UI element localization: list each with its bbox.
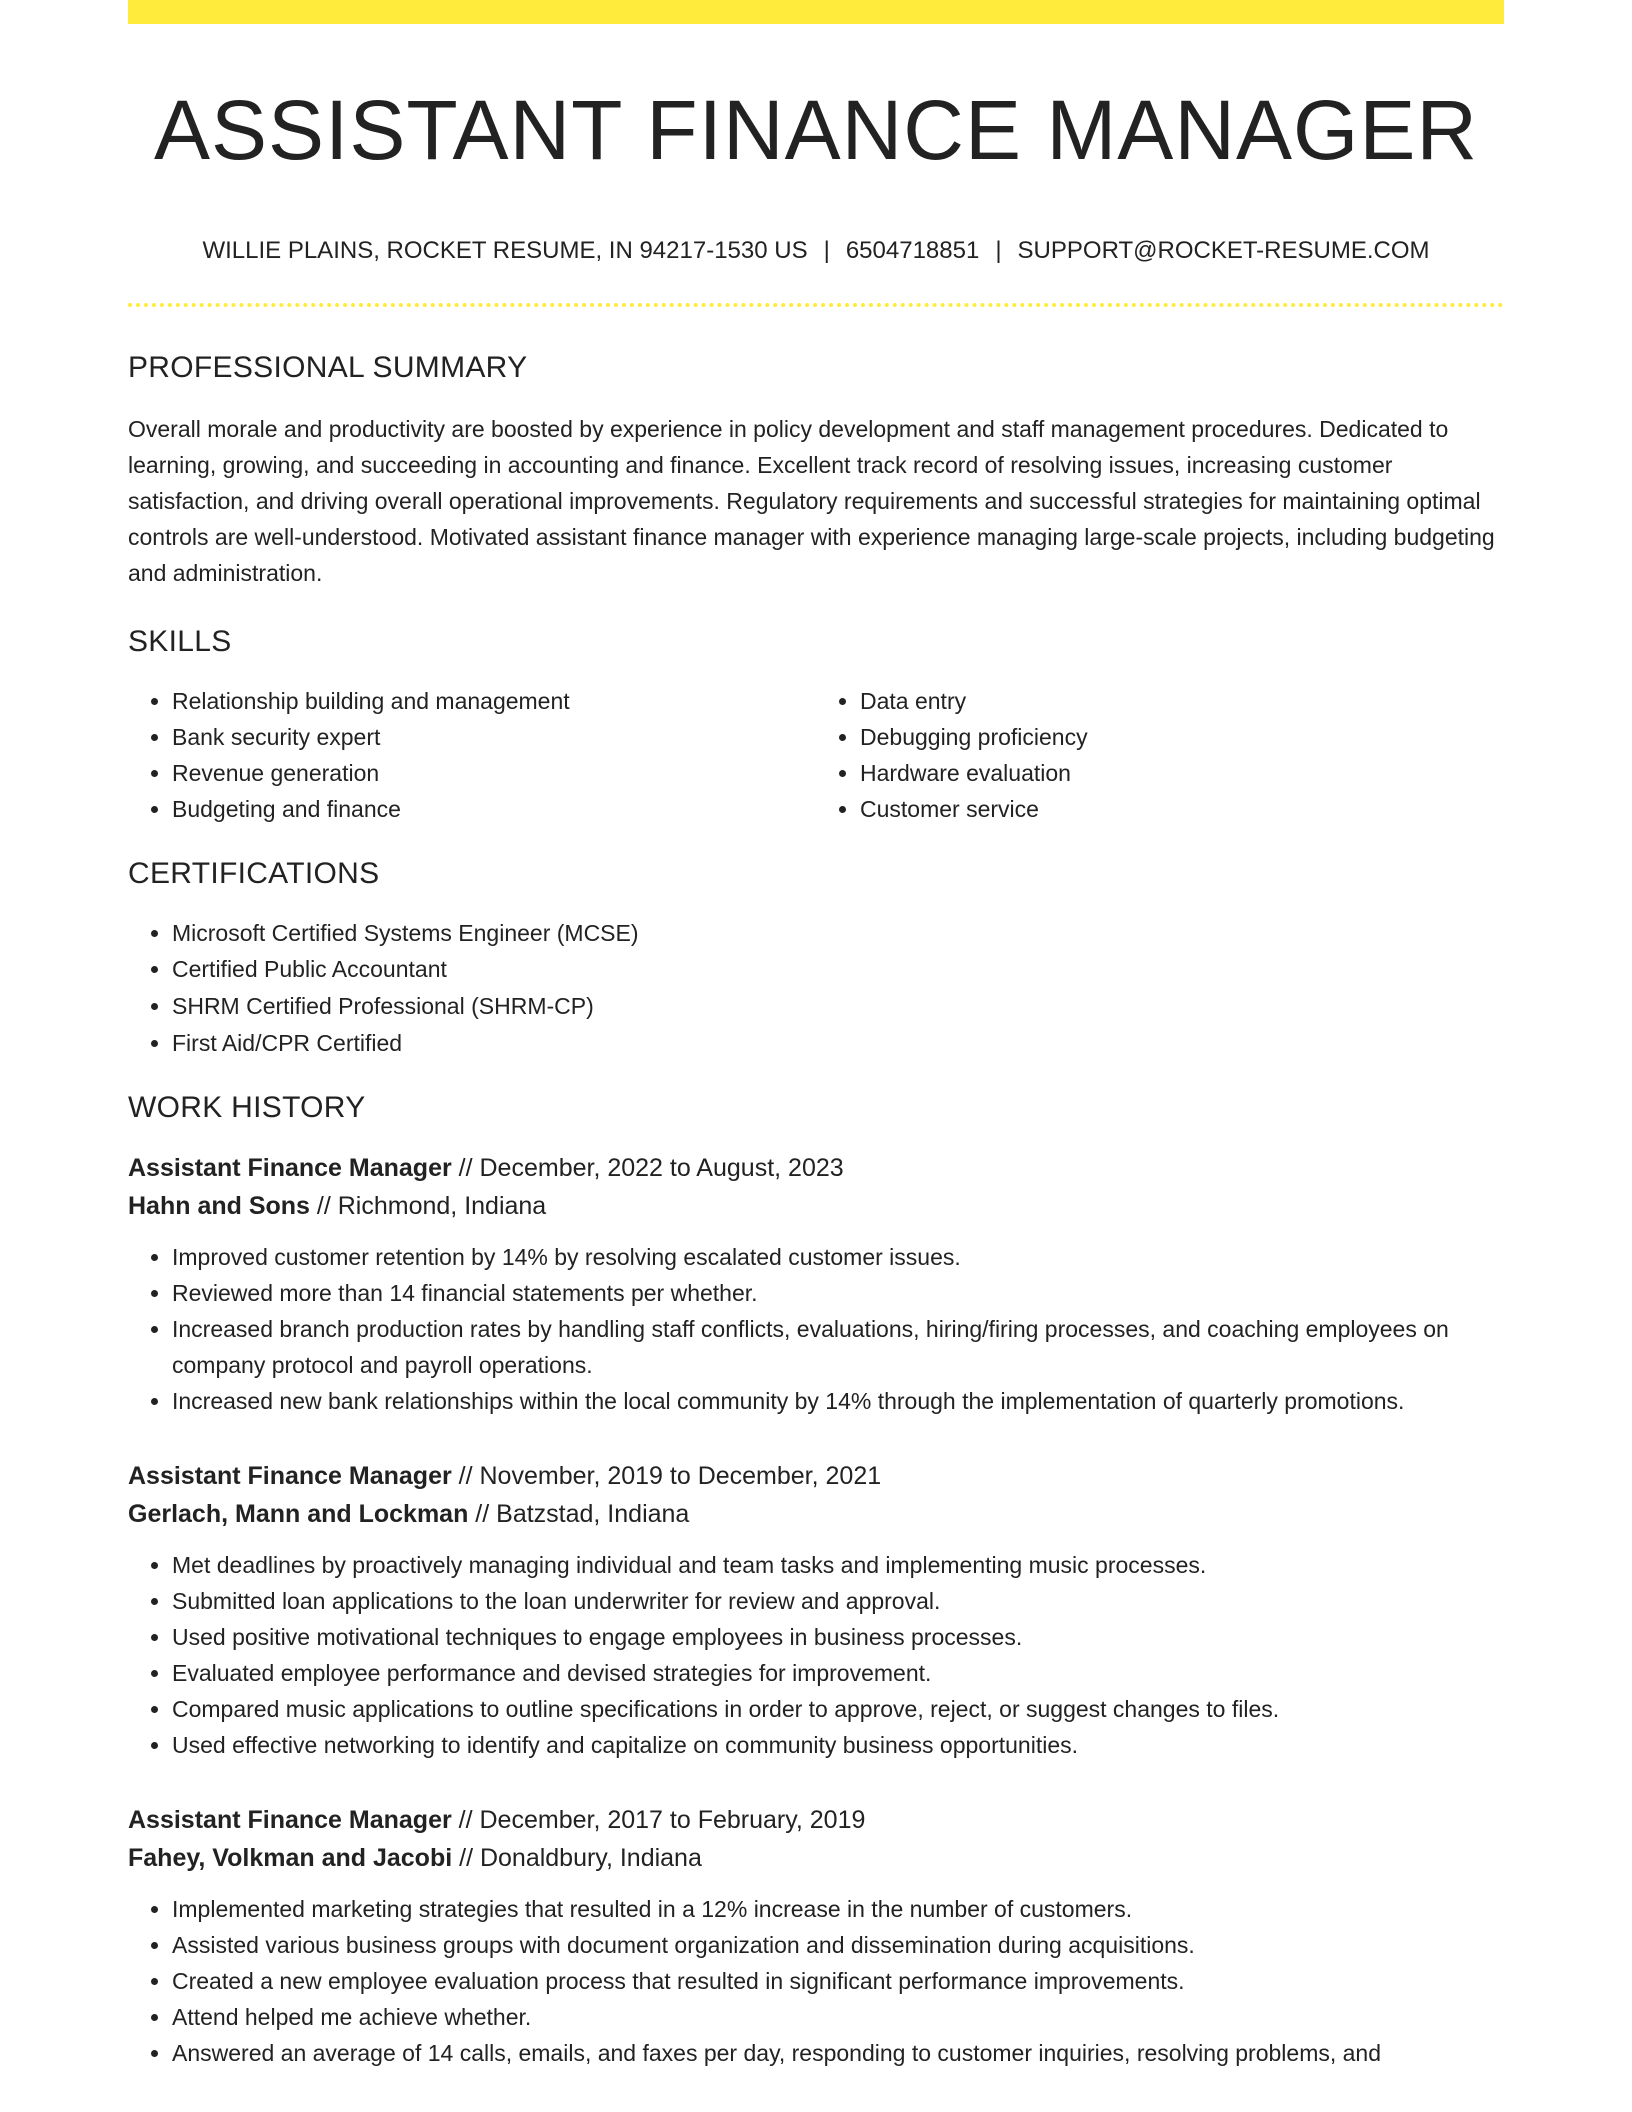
contact-separator: | bbox=[823, 236, 830, 264]
job-bullet: • Used positive motivational techniques to engage employees in business processes. bbox=[172, 1619, 1504, 1655]
skills-column-left bbox=[128, 683, 816, 827]
skill-item: • Revenue generation bbox=[172, 755, 816, 791]
resume-page bbox=[128, 0, 1504, 2071]
skills-list bbox=[128, 683, 1504, 827]
skills-heading: SKILLS bbox=[128, 624, 232, 658]
job-dates: // December, 2022 to August, 2023 bbox=[451, 1154, 844, 1183]
resume-title: ASSISTANT FINANCE MANAGER bbox=[153, 83, 1479, 177]
contact-phone: 6504718851 bbox=[845, 236, 980, 264]
job-bullet: • Answered an average of 14 calls, emails, and faxes per day, responding to customer inquiries, resolving problems, and bbox=[172, 2035, 1504, 2071]
certifications-list bbox=[128, 915, 1504, 1062]
job-bullet: • Attend helped me achieve whether. bbox=[172, 1999, 1504, 2035]
job-company: Gerlach, Mann and Lockman bbox=[128, 1500, 469, 1529]
job-bullet: • Met deadlines by proactively managing individual and team tasks and implementing music processes. bbox=[172, 1547, 1504, 1583]
job-bullets bbox=[128, 1891, 1504, 2071]
certifications-heading: CERTIFICATIONS bbox=[128, 856, 380, 890]
job-company-line bbox=[128, 1495, 1504, 1533]
header-divider bbox=[128, 303, 1504, 307]
job-role-line bbox=[128, 1457, 1504, 1495]
skill-item: • Relationship building and management bbox=[172, 683, 816, 719]
skill-item: • Bank security expert bbox=[172, 719, 816, 755]
skill-item: • Debugging proficiency bbox=[860, 719, 1504, 755]
summary-heading: PROFESSIONAL SUMMARY bbox=[128, 350, 528, 384]
job-company-line bbox=[128, 1839, 1504, 1877]
job-bullet: • Improved customer retention by 14% by resolving escalated customer issues. bbox=[172, 1239, 1504, 1275]
job-bullets bbox=[128, 1547, 1504, 1763]
summary-text: Overall morale and productivity are boosted by experience in policy development and staff management procedures. Dedicated to learning, growing, and succeeding in accounting and finance. Excellent track record of resolving issues, increasing customer satisfaction, and driving overall operational improvements. Regulatory requirements and successful strategies for maintaining optimal controls are well-understood. Motivated assistant finance manager with experience managing large-scale projects, including budgeting and administration. bbox=[128, 415, 1495, 586]
contact-email: SUPPORT@ROCKET-RESUME.COM bbox=[1017, 236, 1430, 264]
job-location: // Donaldbury, Indiana bbox=[452, 1844, 702, 1873]
job-company: Fahey, Volkman and Jacobi bbox=[128, 1844, 453, 1873]
job-role-line bbox=[128, 1149, 1504, 1187]
job-bullets bbox=[128, 1239, 1504, 1419]
job-bullet: • Submitted loan applications to the loan underwriter for review and approval. bbox=[172, 1583, 1504, 1619]
job-entry bbox=[128, 1457, 1504, 1763]
contact-address: WILLIE PLAINS, ROCKET RESUME, IN 94217-1530 US bbox=[202, 236, 808, 264]
skill-item: • Hardware evaluation bbox=[860, 755, 1504, 791]
top-accent-bar bbox=[128, 0, 1504, 24]
job-bullet: • Assisted various business groups with document organization and dissemination during acquisitions. bbox=[172, 1927, 1504, 1963]
skill-item: • Data entry bbox=[860, 683, 1504, 719]
job-location: // Richmond, Indiana bbox=[309, 1192, 547, 1221]
job-bullet: • Created a new employee evaluation process that resulted in significant performance improvements. bbox=[172, 1963, 1504, 1999]
job-bullet: • Evaluated employee performance and devised strategies for improvement. bbox=[172, 1655, 1504, 1691]
job-entry bbox=[128, 1801, 1504, 2071]
job-dates: // November, 2019 to December, 2021 bbox=[451, 1462, 882, 1491]
certification-item: • First Aid/CPR Certified bbox=[172, 1025, 1504, 1062]
job-bullet: • Compared music applications to outline specifications in order to approve, reject, or suggest changes to files. bbox=[172, 1691, 1504, 1727]
job-company-line bbox=[128, 1187, 1504, 1225]
job-location: // Batzstad, Indiana bbox=[468, 1500, 690, 1529]
job-role: Assistant Finance Manager bbox=[128, 1462, 452, 1491]
job-bullet: • Reviewed more than 14 financial statements per whether. bbox=[172, 1275, 1504, 1311]
job-bullet: • Increased branch production rates by handling staff conflicts, evaluations, hiring/firing processes, and coaching employees on company protocol and payroll operations. bbox=[172, 1311, 1504, 1383]
certification-item: • Microsoft Certified Systems Engineer (MCSE) bbox=[172, 915, 1504, 952]
job-entry bbox=[128, 1149, 1504, 1419]
contact-separator: | bbox=[995, 236, 1002, 264]
job-bullet: • Increased new bank relationships within the local community by 14% through the implementation of quarterly promotions. bbox=[172, 1383, 1504, 1419]
job-role-line bbox=[128, 1801, 1504, 1839]
job-bullet: • Used effective networking to identify and capitalize on community business opportunities. bbox=[172, 1727, 1504, 1763]
job-company: Hahn and Sons bbox=[128, 1192, 310, 1221]
job-dates: // December, 2017 to February, 2019 bbox=[451, 1806, 866, 1835]
contact-line bbox=[128, 237, 1504, 265]
work-history-heading: WORK HISTORY bbox=[128, 1091, 366, 1125]
skill-item: • Customer service bbox=[860, 791, 1504, 827]
job-bullet: • Implemented marketing strategies that resulted in a 12% increase in the number of customers. bbox=[172, 1891, 1504, 1927]
skill-item: • Budgeting and finance bbox=[172, 791, 816, 827]
job-role: Assistant Finance Manager bbox=[128, 1806, 452, 1835]
certification-item: • Certified Public Accountant bbox=[172, 951, 1504, 988]
certification-item: • SHRM Certified Professional (SHRM-CP) bbox=[172, 988, 1504, 1025]
skills-column-right bbox=[816, 683, 1504, 827]
job-role: Assistant Finance Manager bbox=[128, 1154, 452, 1183]
